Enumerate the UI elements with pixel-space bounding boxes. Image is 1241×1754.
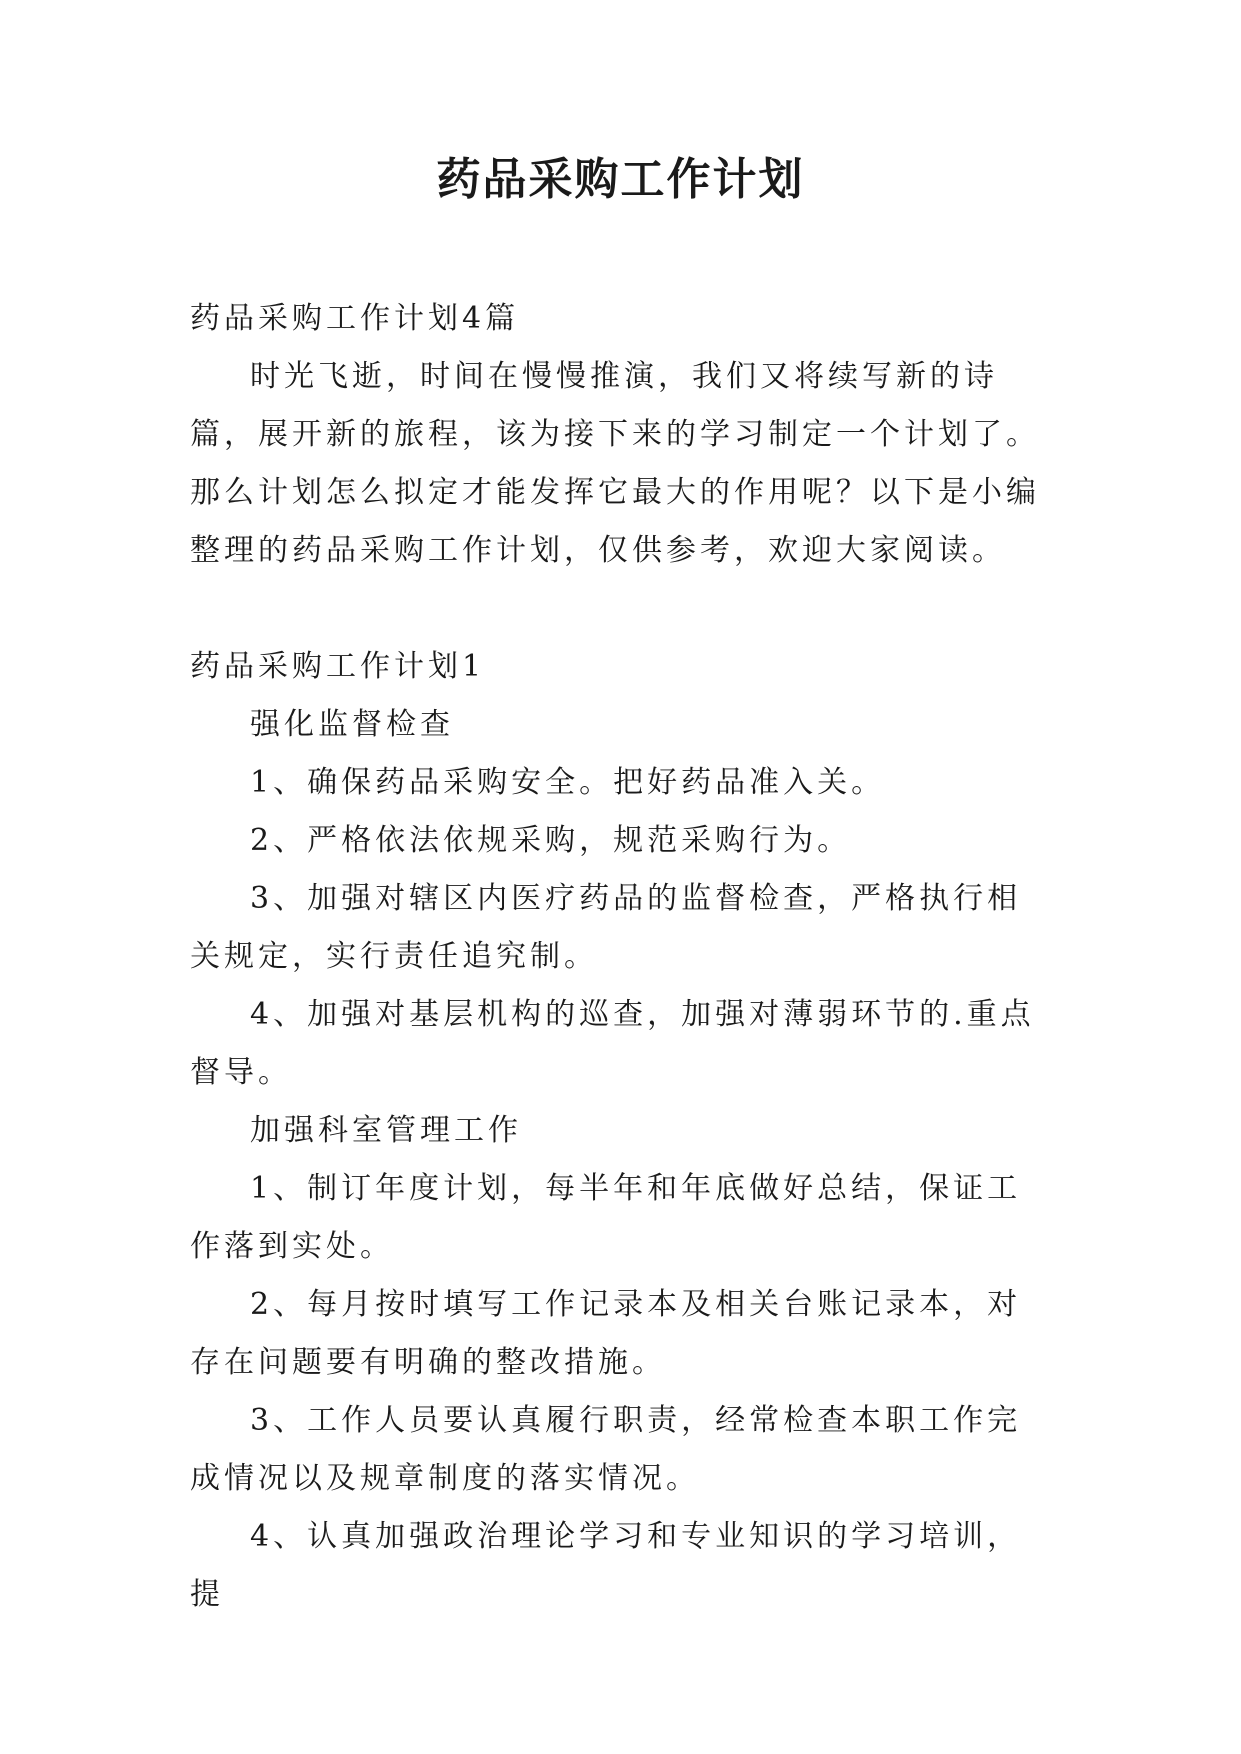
list-item: 3、工作人员要认真履行职责，经常检查本职工作完成情况以及规章制度的落实情况。 [190, 1403, 1022, 1496]
intro-paragraph: 时光飞逝，时间在慢慢推演，我们又将续写新的诗篇，展开新的旅程，该为接下来的学习制定一个计划了。那么计划怎么拟定才能发挥它最大的作用呢？以下是小编整理的药品采购工作计划，仅供参考，欢迎大家阅读。 [190, 359, 1040, 568]
document-body [190, 290, 1050, 1624]
list-item: 1、制订年度计划，每半年和年底做好总结，保证工作落到实处。 [190, 1171, 1022, 1264]
list-item: 4、认真加强政治理论学习和专业知识的学习培训，提 [190, 1519, 1022, 1612]
section-heading: 药品采购工作计划1 [190, 649, 486, 684]
part-heading: 加强科室管理工作 [250, 1113, 522, 1148]
document-subtitle: 药品采购工作计划4篇 [190, 301, 520, 336]
paragraph-spacer [190, 580, 1050, 638]
list-item: 1、确保药品采购安全。把好药品准入关。 [250, 765, 886, 800]
list-item: 2、严格依法依规采购，规范采购行为。 [250, 823, 852, 858]
list-item: 2、每月按时填写工作记录本及相关台账记录本，对存在问题要有明确的整改措施。 [190, 1287, 1022, 1380]
list-item: 3、加强对辖区内医疗药品的监督检查，严格执行相关规定，实行责任追究制。 [190, 881, 1022, 974]
part-heading: 强化监督检查 [250, 707, 454, 742]
document-title: 药品采购工作计划 [436, 154, 805, 205]
list-item: 4、加强对基层机构的巡查，加强对薄弱环节的.重点督导。 [190, 997, 1035, 1090]
